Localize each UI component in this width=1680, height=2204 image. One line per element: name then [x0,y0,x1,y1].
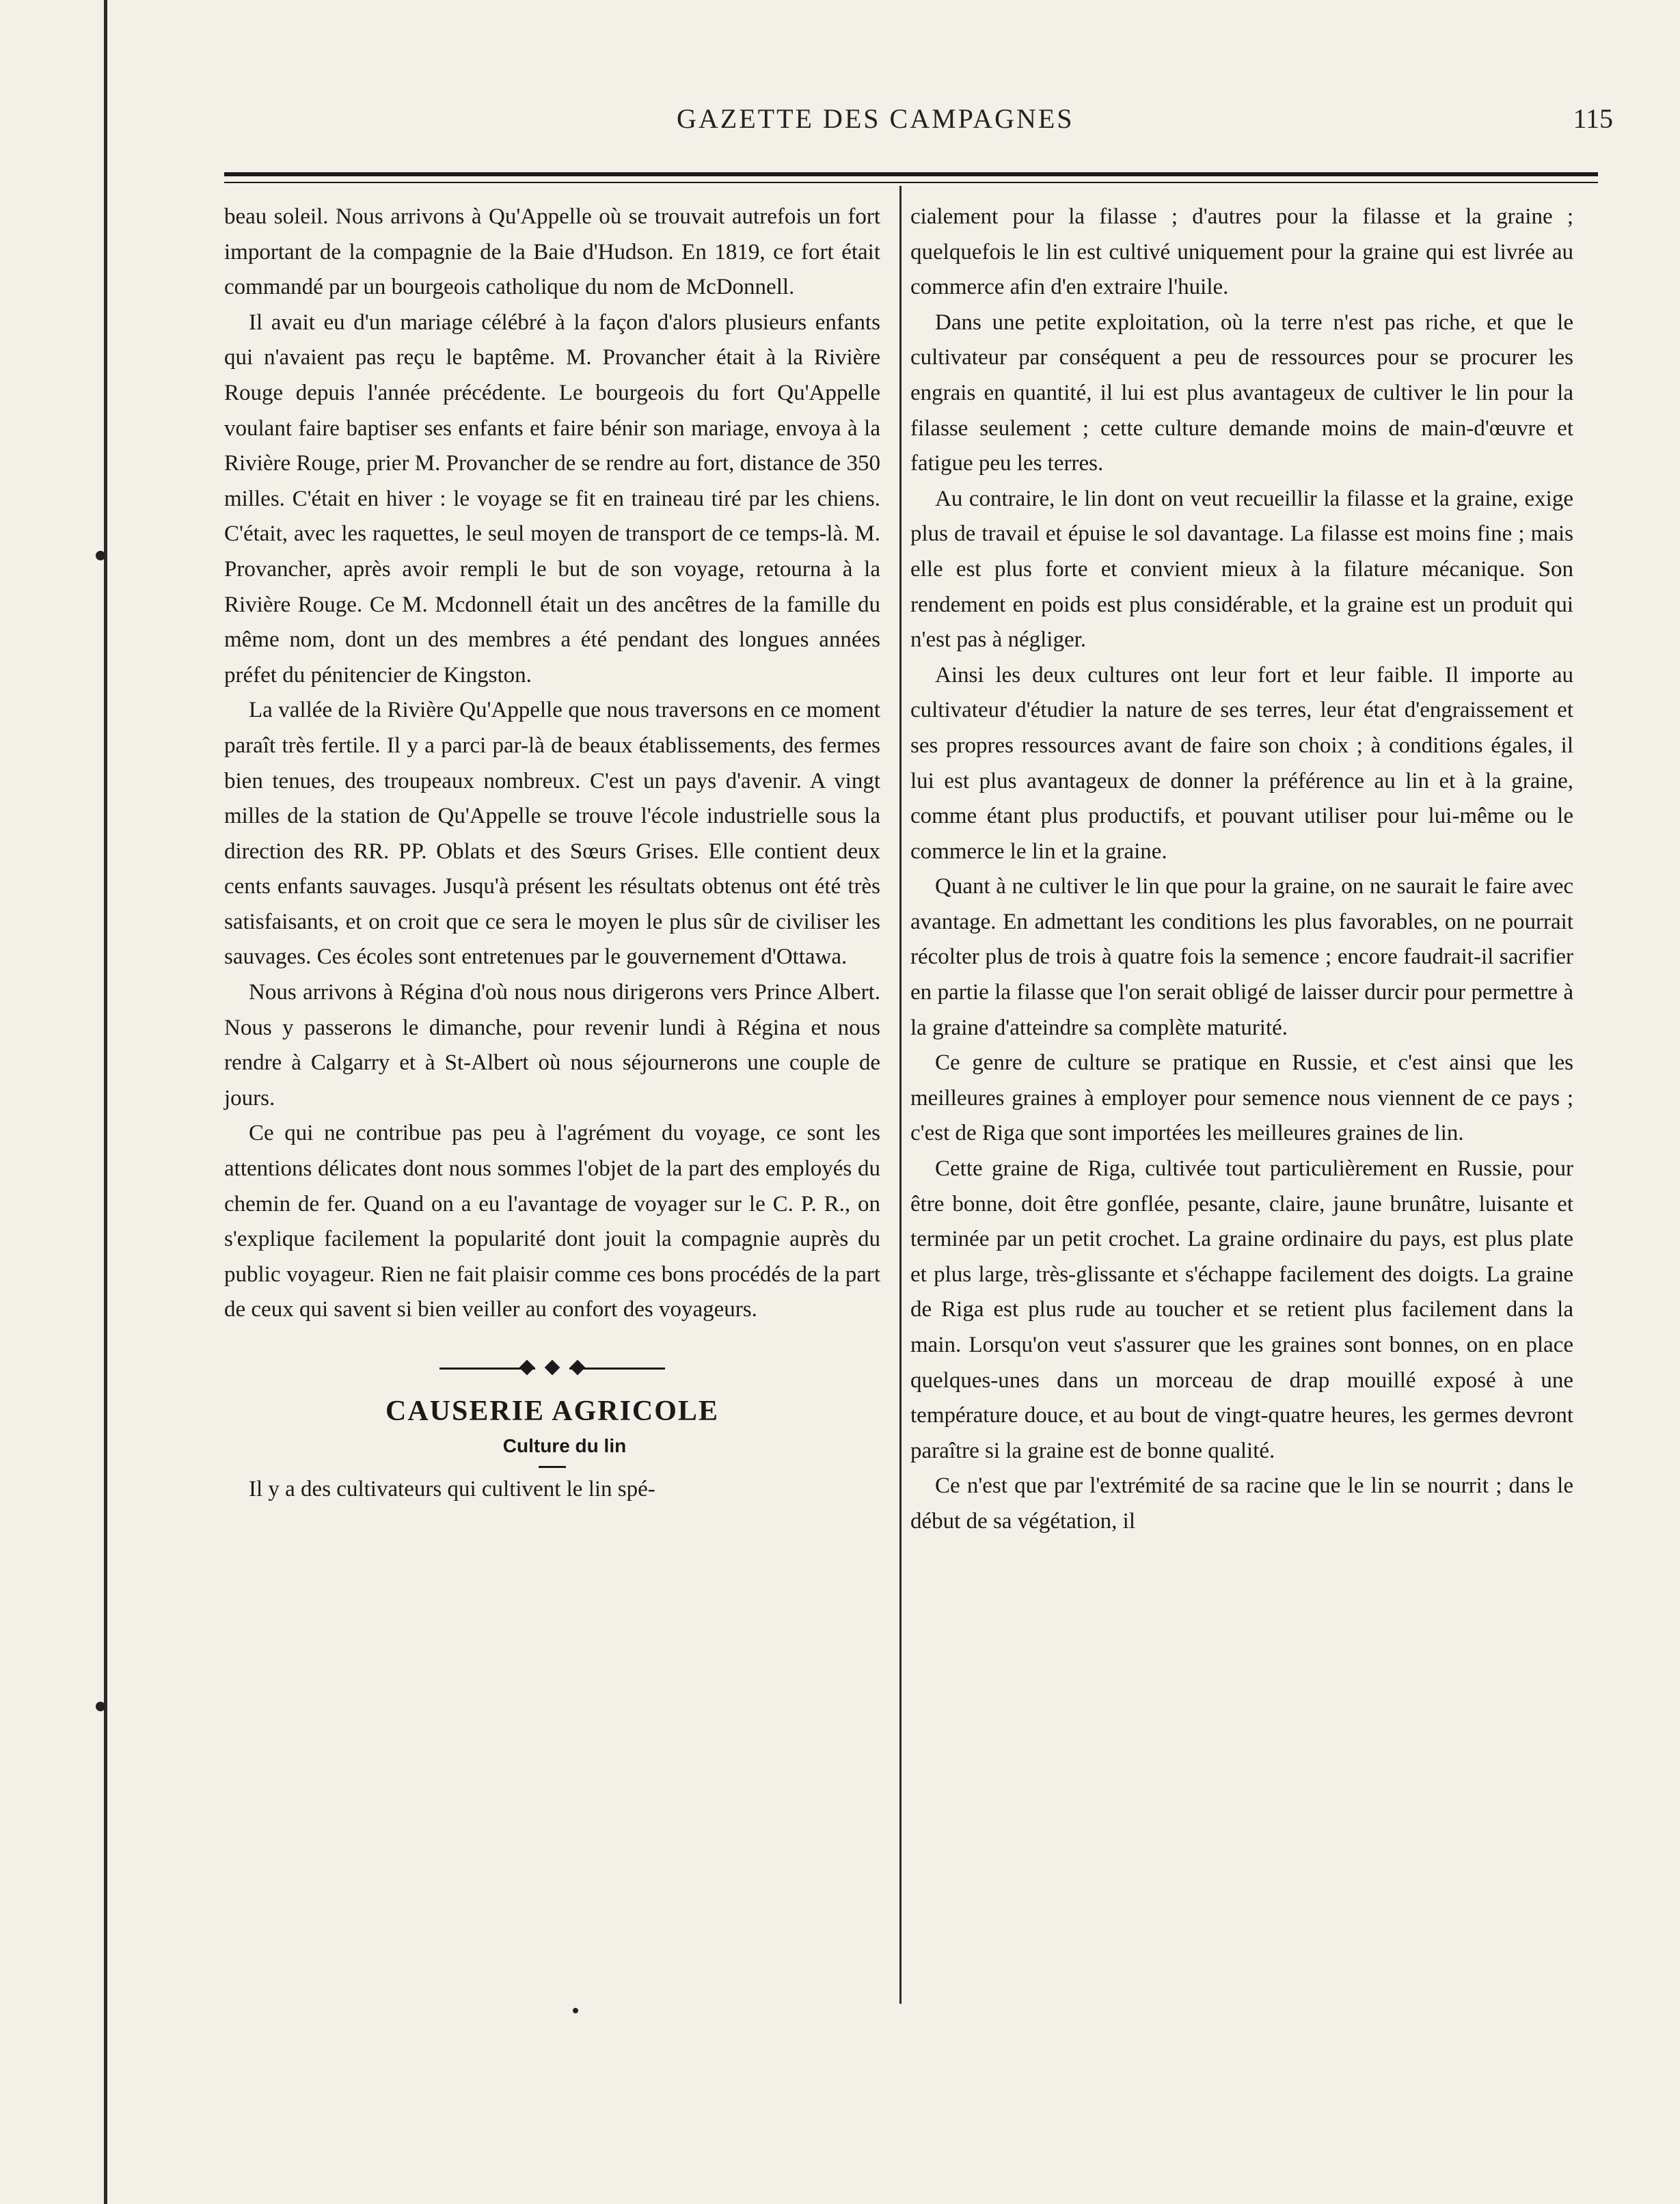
section-title: CAUSERIE AGRICOLE [385,1396,719,1427]
paragraph: Quant à ne cultiver le lin que pour la graine, on ne saurait le faire avec avantage. En admettant les conditions les plus favorables, on ne pourrait récolter plus de trois à quatre fois la semence ; encore faudrait-il sacrifier en partie la filasse que l'on serait obligé de laisser durcir pour permettre à la graine d'atteindre sa complète maturité. [910,874,1573,1040]
header-rule-thin [224,182,1598,183]
page-number: 115 [1573,103,1613,134]
paragraph: Cette graine de Riga, cultivée tout particulièrement en Russie, pour être bonne, doit être gonflée, pesante, claire, jaune brunâtre, luisante et terminée par un petit crochet. La graine ordinaire du pays, est plus plate et plus large, très-glissante et s'échappe facilement des doigts. La graine de Riga est plus rude au toucher et se retient plus facilement dans la main. Lorsqu'on veut s'assurer que les graines sont bonnes, on en place quelques-unes dans un morceau de drap mouillé exposé à une température douce, et au bout de vingt-quatre heures, les germes devront paraître si la graine est de bonne qualité. [910,1156,1573,1463]
section-ornament [439,1358,665,1378]
paragraph: La vallée de la Rivière Qu'Appelle que nous traversons en ce moment paraît très fertile. Il y a parci par-là de beaux établissements, des fermes bien tenues, des troupeaux nombreux. C'est un pays d'avenir. A vingt milles de la station de Qu'Appelle se trouve l'école industrielle sous la direction des RR. PP. Oblats et des Sœurs Grises. Elle contient deux cents enfants sauvages. Jusqu'à présent les résultats obtenus ont été très satisfaisants, et on croit que ce sera le moyen le plus sûr de civiliser les sauvages. Ces écoles sont entretenues par le gouvernement d'Ottawa. [224,698,880,970]
paragraph: Au contraire, le lin dont on veut recueillir la filasse et la graine, exige plus de travail et épuise le sol davantage. La filasse est moins fine ; mais elle est plus forte et convient mieux à la filature mécanique. Son rendement en poids est plus considérable, et la graine est un produit qui n'est pas à négliger. [910,486,1573,653]
subtitle-rule [539,1466,566,1468]
paragraph: Ce qui ne contribue pas peu à l'agrément du voyage, ce sont les attentions délicates dont nous sommes l'objet de la part des employés du chemin de fer. Quand on a eu l'avantage de voyager sur le C. P. R., on s'explique facilement la popularité dont jouit la compagnie auprès du public voyageur. Rien ne fait plaisir comme ces bons procédés de la part de ceux qui savent si bien veiller au confort des voyageurs. [224,1121,880,1322]
paragraph: cialement pour la filasse ; d'autres pour la filasse et la graine ; quelquefois le lin est cultivé uniquement pour la graine qui est livrée au commerce afin d'en extraire l'huile. [910,204,1573,300]
ink-speck [96,1702,105,1711]
header-rule-thick [224,172,1598,176]
paragraph: Dans une petite exploitation, où la terre n'est pas riche, et que le cultivateur par conséquent a peu de ressources pour se procurer les engrais en quantité, il lui est plus avantageux de cultiver le lin pour la filasse seulement ; cette culture demande moins de main-d'œuvre et fatigue peu les terres. [910,310,1573,476]
running-title: GAZETTE DES CAMPAGNES [677,103,1074,134]
ink-speck [573,2008,578,2013]
paragraph: beau soleil. Nous arrivons à Qu'Appelle où se trouvait autrefois un fort important de la compagnie de la Baie d'Hudson. En 1819, ce fort était commandé par un bourgeois catholique du nom de McDonnell. [224,204,880,300]
paragraph: Il avait eu d'un mariage célébré à la façon d'alors plusieurs enfants qui n'avaient pas reçu le baptême. M. Provancher était à la Rivière Rouge depuis l'année précédente. Le bourgeois du fort Qu'Appelle voulant faire baptiser ses enfants et faire bénir son mariage, envoya à la Rivière Rouge, prier M. Provancher de se rendre au fort, distance de 350 milles. C'était en hiver : le voyage se fit en traineau tiré par les chiens. C'était, avec les raquettes, le seul moyen de transport de ce temps-là. M. Provancher, après avoir rempli le but de son voyage, retourna à la Rivière Rouge. Ce M. Mcdonnell était un des ancêtres de la famille du même nom, dont un des membres a été pendant des longues années préfet du pénitencier de Kingston. [224,310,880,688]
column-divider [899,186,902,2004]
paragraph: Ce n'est que par l'extrémité de sa racine que le lin se nourrit ; dans le début de sa végétation, il [910,1473,1573,1534]
paragraph: Nous arrivons à Régina d'où nous nous dirigerons vers Prince Albert. Nous y passerons le dimanche, pour revenir lundi à Régina et nous rendre à Calgarry et à St-Albert où nous séjournerons une couple de jours. [224,980,880,1111]
section-subtitle: Culture du lin [502,1435,627,1456]
paragraph: Ce genre de culture se pratique en Russie, et c'est ainsi que les meilleures graines à employer pour semence nous viennent de ce pays ; c'est de Riga que sont importées les meilleures graines de lin. [910,1050,1573,1146]
binding-line [104,0,107,2204]
right-column [910,200,1573,1540]
ink-speck [96,551,105,560]
left-column [224,200,880,1508]
page-header [219,103,1613,144]
paragraph: Il y a des cultivateurs qui cultivent le lin spé- [249,1477,655,1501]
paragraph: Ainsi les deux cultures ont leur fort et leur faible. Il importe au cultivateur d'étudier la nature de ses terres, leur état d'engraissement et ses propres ressources avant de faire son choix ; à conditions égales, il lui est plus avantageux de donner la préférence au lin et à la graine, comme étant plus productifs, et pouvant utiliser pour lui-même ou le commerce le lin et la graine. [910,662,1573,864]
